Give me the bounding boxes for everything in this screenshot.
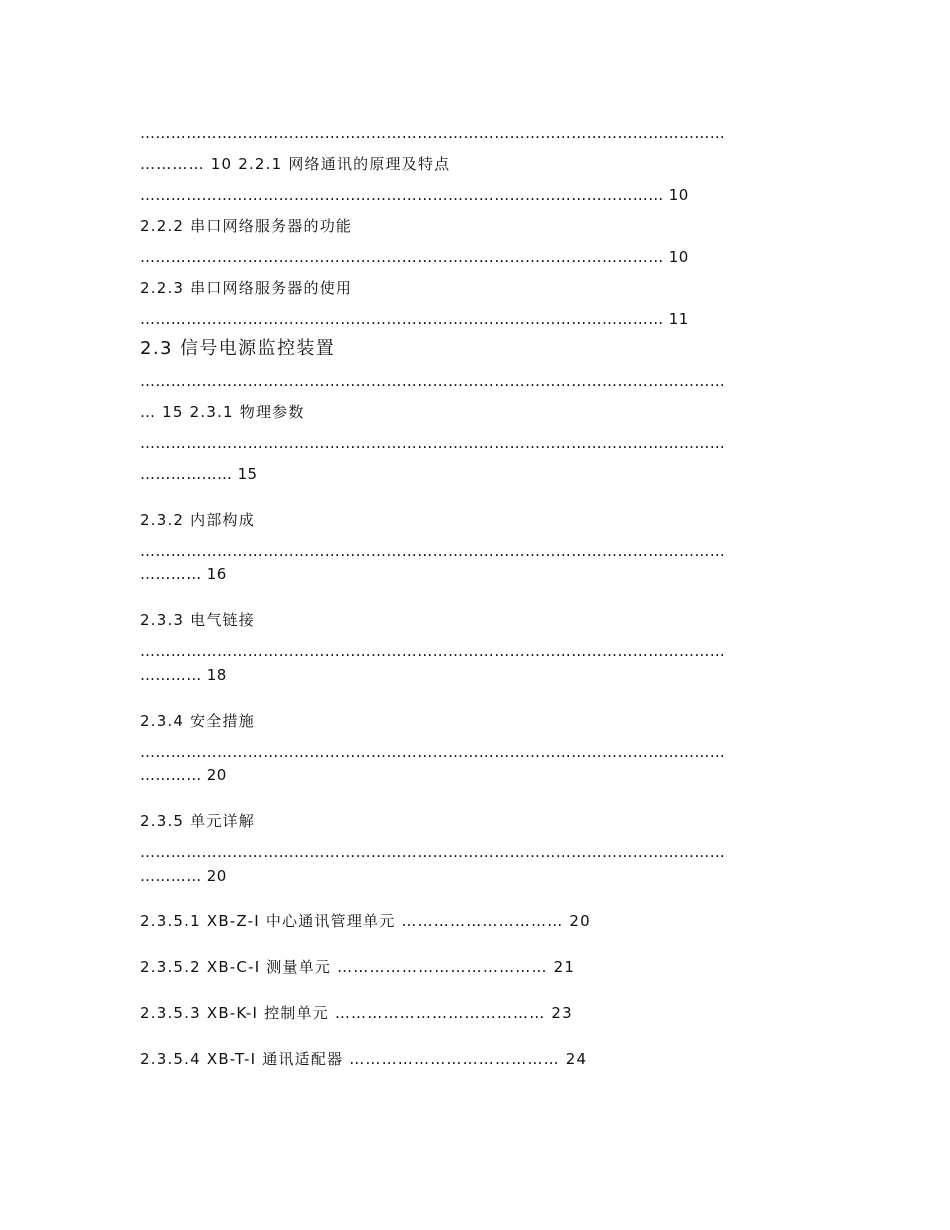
toc-page-number: ………… 16	[140, 565, 227, 583]
toc-entry-2-3-1[interactable]: … 15 2.3.1 物理参数	[140, 403, 305, 421]
toc-entry-2-3-5-4[interactable]: 2.3.5.4 XB-T-I 通讯适配器 ………………………………… 24	[140, 1050, 588, 1068]
toc-leader-line: ………………………………………………………………………………………… 11	[140, 310, 689, 328]
toc-leader-line: ………………………………………………………………………………………… 10	[140, 248, 689, 266]
toc-entry-2-2-2[interactable]: 2.2.2 串口网络服务器的功能	[140, 217, 353, 235]
toc-page-number: ………… 18	[140, 666, 227, 684]
toc-leader-line: ………………………………………………………………………………………… 10	[140, 186, 689, 204]
toc-leader-line: ……………………………………………………………………………………………………	[140, 843, 726, 861]
toc-entry-2-3-5[interactable]: 2.3.5 单元详解	[140, 812, 255, 830]
toc-page-number: ………… 20	[140, 766, 227, 784]
toc-leader-line: ……………………………………………………………………………………………………	[140, 124, 726, 142]
toc-entry-2-3-5-3[interactable]: 2.3.5.3 XB-K-I 控制单元 ………………………………… 23	[140, 1004, 573, 1022]
toc-page-number: ………… 20	[140, 867, 227, 885]
toc-page-number: ……………… 15	[140, 465, 258, 483]
toc-leader-line: ……………………………………………………………………………………………………	[140, 434, 726, 452]
toc-entry-2-3-2[interactable]: 2.3.2 内部构成	[140, 511, 255, 529]
toc-entry-2-3-5-2[interactable]: 2.3.5.2 XB-C-I 测量单元 ………………………………… 21	[140, 958, 576, 976]
toc-entry-2-3-4[interactable]: 2.3.4 安全措施	[140, 712, 255, 730]
toc-leader-line: ……………………………………………………………………………………………………	[140, 372, 726, 390]
toc-entry-2-3-3[interactable]: 2.3.3 电气链接	[140, 611, 255, 629]
toc-entry-2-2-1[interactable]: ………… 10 2.2.1 网络通讯的原理及特点	[140, 155, 451, 173]
toc-leader-line: ……………………………………………………………………………………………………	[140, 743, 726, 761]
toc-entry-2-2-3[interactable]: 2.2.3 串口网络服务器的使用	[140, 279, 353, 297]
toc-leader-line: ……………………………………………………………………………………………………	[140, 642, 726, 660]
toc-heading-2-3[interactable]: 2.3 信号电源监控装置	[140, 338, 336, 359]
toc-leader-line: ……………………………………………………………………………………………………	[140, 542, 726, 560]
toc-entry-2-3-5-1[interactable]: 2.3.5.1 XB-Z-I 中心通讯管理单元 ………………………… 20	[140, 912, 591, 930]
